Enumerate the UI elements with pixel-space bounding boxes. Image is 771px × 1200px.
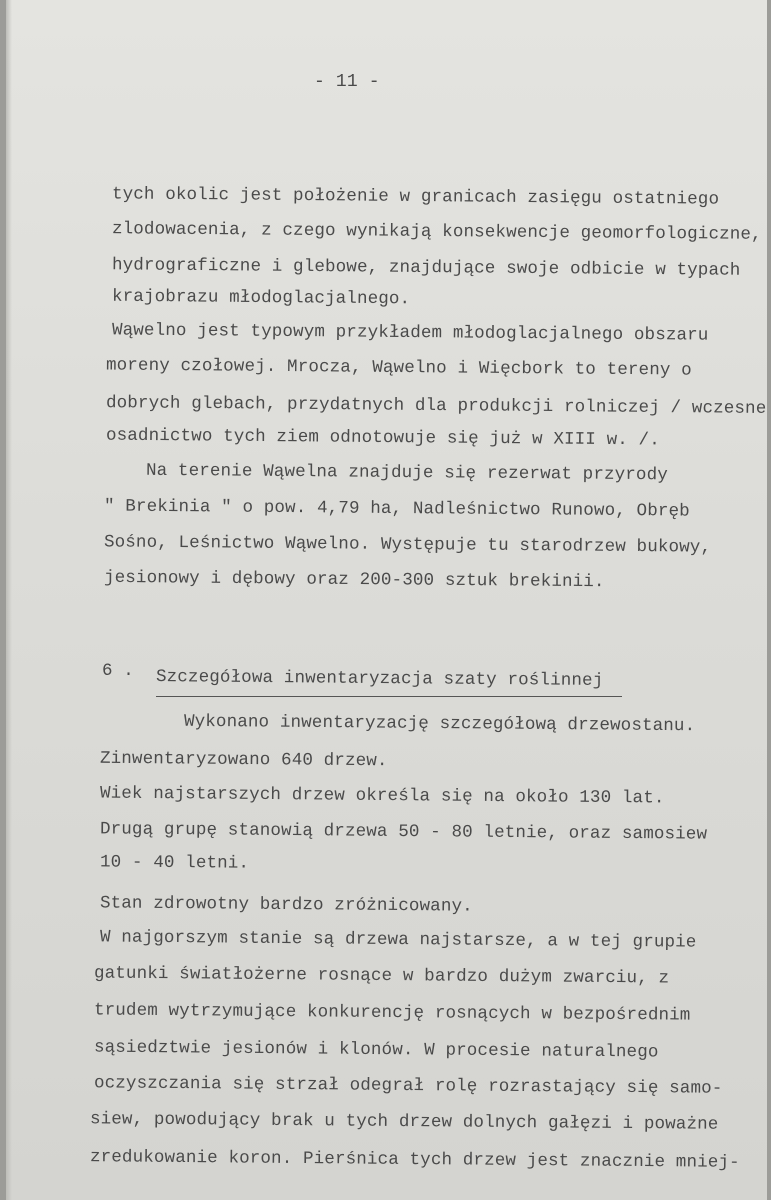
paragraph3-line: Sośno, Leśnictwo Wąwelno. Występuje tu starodrzew bukowy, — [103, 532, 712, 558]
body-line: Stan zdrowotny bardzo zróżnicowany. — [99, 893, 473, 917]
paragraph1-line: krajobrazu młodoglacjalnego. — [111, 286, 411, 310]
section-title-underline — [156, 696, 622, 697]
body-line: Drugą grupę stanowią drzewa 50 - 80 letnie, oraz samosiew — [99, 819, 708, 845]
page-number: - 11 - — [314, 72, 380, 92]
paragraph3-line: jesionowy i dębowy oraz 200-300 sztuk brekinii. — [103, 567, 605, 593]
paragraph2-line: dobrych glebach, przydatnych dla produkcji rolniczej / wczesne — [105, 393, 767, 419]
body-line: trudem wytrzymujące konkurencję rosnących w bezpośrednim — [93, 1000, 691, 1026]
document-page — [6, 0, 767, 1200]
paragraph1-line: tych okolic jest położenie w granicach zasięgu ostatniego — [111, 184, 720, 210]
body-line: zredukowanie koron. Pierśnica tych drzew jest znacznie mniej- — [89, 1147, 740, 1173]
paragraph3-line: " Brekinia " o pow. 4,79 ha, Nadleśnictwo Runowo, Obręb — [103, 496, 690, 522]
paragraph2-line: Wąwelno jest typowym przykładem młodoglacjalnego obszaru — [111, 320, 709, 346]
body-line: 10 - 40 letni. — [99, 852, 250, 874]
body-line: gatunki światłożerne rosnące w bardzo dużym zwarciu, z — [93, 963, 670, 989]
paragraph2-line: moreny czołowej. Mrocza, Wąwelno i Więcbork to tereny o — [105, 355, 692, 381]
body-line: oczyszczania się strzał odegrał rolę rozrastający się samo- — [93, 1073, 723, 1099]
body-line: Wiek najstarszych drzew określa się na około 130 lat. — [99, 783, 665, 809]
body-line: W najgorszym stanie są drzewa najstarsze, a w tej grupie — [99, 927, 697, 953]
section-title: Szczegółowa inwentaryzacja szaty roślinnej — [155, 667, 604, 691]
paragraph2-line: osadnictwo tych ziem odnotowuje się już w XIII w. /. — [105, 425, 660, 451]
body-line: siew, powodujący brak u tych drzew dolnych gałęzi i poważne — [89, 1109, 719, 1135]
paragraph1-line: zlodowacenia, z czego wynikają konsekwencje geomorfologiczne, — [111, 219, 762, 245]
paragraph1-line: hydrograficzne i glebowe, znajdujące swoje odbicie w typach — [111, 255, 741, 281]
body-line: sąsiedztwie jesionów i klonów. W procesie naturalnego — [93, 1037, 659, 1063]
paragraph3-line: Na terenie Wąwelna znajduje się rezerwat przyrody — [145, 460, 669, 486]
section-number: 6 . — [102, 661, 134, 681]
body-line: Zinwentaryzowano 640 drzew. — [99, 748, 388, 772]
body-line: Wykonano inwentaryzację szczegółową drzewostanu. — [183, 711, 696, 737]
